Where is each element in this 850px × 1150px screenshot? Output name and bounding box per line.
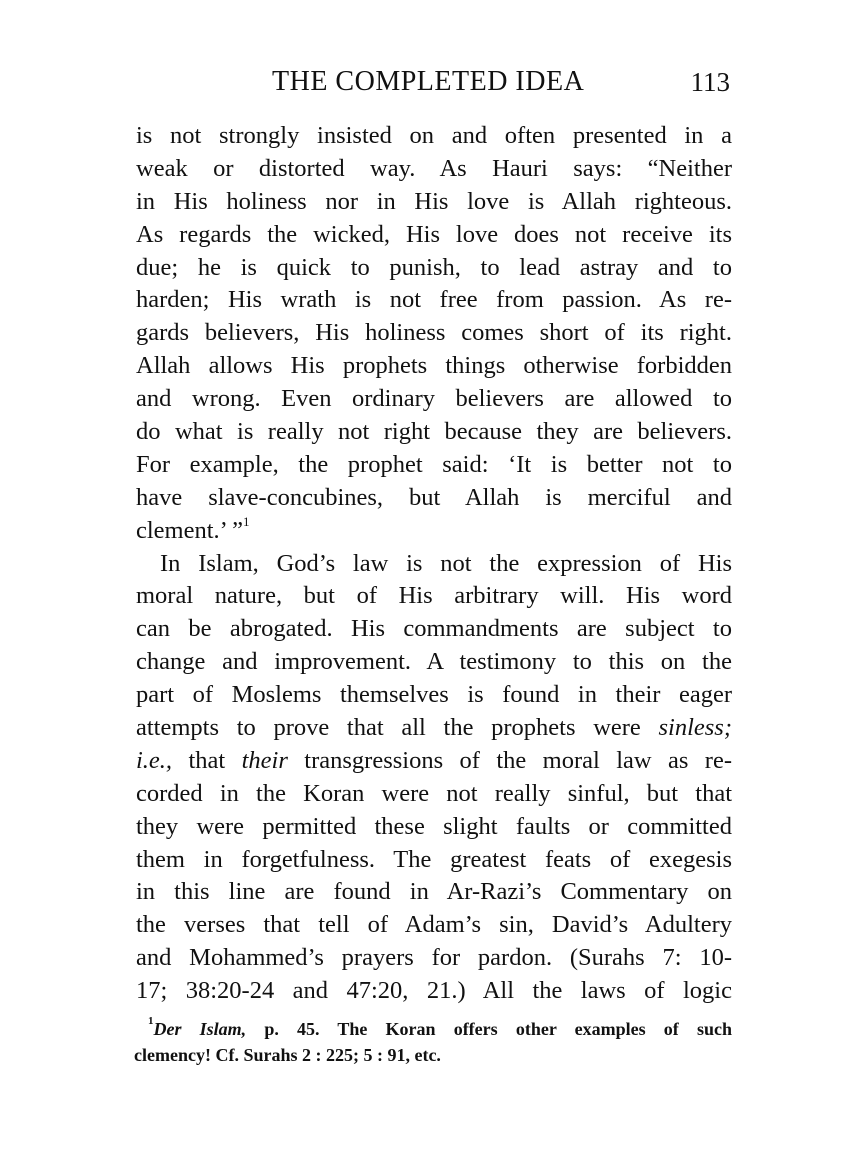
text-line: harden; His wrath is not free from passion. As re- <box>136 286 732 314</box>
text-line: In Islam, God’s law is not the expression of His <box>160 549 732 577</box>
footnote <box>134 1016 732 1068</box>
text-line: gards believers, His holiness comes short of its right. <box>136 319 732 347</box>
text-line: in this line are found in Ar-Razi’s Commentary on <box>136 878 732 906</box>
text-line: in His holiness nor in His love is Allah righteous. <box>136 187 732 215</box>
text-line: is not strongly insisted on and often presented in a <box>136 122 732 149</box>
footnote-line <box>134 1016 732 1042</box>
paragraph <box>136 548 732 1008</box>
text-line: due; he is quick to punish, to lead astray and to <box>136 253 732 281</box>
text-line: weak or distorted way. As Hauri says: “Neither <box>136 154 732 182</box>
text-line: part of Moslems themselves is found in their eager <box>136 681 732 709</box>
footnote-reference: 1 <box>243 513 250 529</box>
running-title: THE COMPLETED IDEA <box>272 66 585 97</box>
text-fragment: attempts to prove that all the prophets were <box>136 714 659 742</box>
text-line <box>136 515 732 548</box>
text-line: can be abrogated. His commandments are subject to <box>136 615 732 643</box>
text-line: have slave-concubines, but Allah is merciful and <box>136 483 732 511</box>
text-line: them in forgetfulness. The greatest feats of exegesis <box>136 845 732 873</box>
running-header <box>260 64 730 100</box>
text-line: they were permitted these slight faults or committed <box>136 812 732 840</box>
text-line: Allah allows His prophets things otherwise forbidden <box>136 352 732 380</box>
text-line: 17; 38:20-24 and 47:20, 21.) All the laws of logic <box>136 977 732 1005</box>
page-number: 113 <box>690 67 730 97</box>
text-line: and Mohammed’s prayers for pardon. (Surahs 7: 10- <box>136 944 732 972</box>
text-line: change and improvement. A testimony to this on the <box>136 648 732 676</box>
footnote-source-title: Der Islam, <box>153 1019 247 1039</box>
text-fragment: that <box>172 746 242 774</box>
text-line: For example, the prophet said: ‘It is better not to <box>136 450 732 478</box>
italic-word: i.e., <box>136 746 173 774</box>
footnote-line: clemency! Cf. Surahs 2 : 225; 5 : 91, etc. <box>134 1045 441 1065</box>
text-line: the verses that tell of Adam’s sin, David’s Adultery <box>136 911 732 939</box>
text-fragment: transgressions of the moral law as re- <box>287 746 732 774</box>
italic-word: sinless; <box>658 714 732 742</box>
text-fragment: clement.’ ” <box>136 516 244 544</box>
paragraph <box>136 120 732 548</box>
text-line: moral nature, but of His arbitrary will. His word <box>136 582 732 610</box>
text-line: corded in the Koran were not really sinful, but that <box>136 779 732 807</box>
footnote-marker: 1 <box>148 1015 154 1027</box>
text-line: As regards the wicked, His love does not receive its <box>136 220 732 248</box>
text-line <box>136 712 732 745</box>
text-line: and wrong. Even ordinary believers are allowed to <box>136 385 732 413</box>
italic-word: their <box>241 746 288 774</box>
body-text <box>136 120 732 1008</box>
text-fragment: p. 45. The Koran offers other examples of such <box>246 1019 732 1039</box>
text-line: do what is really not right because they are believers. <box>136 418 732 446</box>
text-line <box>136 745 732 778</box>
